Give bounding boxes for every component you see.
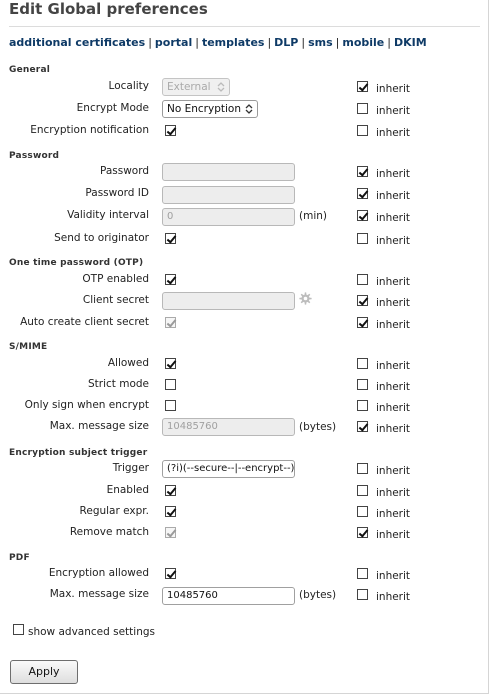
pdf-max-message-size-inherit-checkbox[interactable] xyxy=(357,589,368,600)
pdf-max-message-size-input[interactable]: 10485760 xyxy=(162,587,295,605)
trigger-label: Trigger xyxy=(112,462,149,474)
encrypt-mode-select[interactable] xyxy=(162,100,258,118)
password-id-label: Password ID xyxy=(85,187,149,199)
otp-enabled-inherit-checkbox[interactable] xyxy=(357,274,368,285)
regular-expr-inherit-label: inherit xyxy=(376,508,411,520)
nav-separator: | xyxy=(195,36,199,49)
smime-allowed-label: Allowed xyxy=(107,357,149,369)
validity-interval-inherit-checkbox[interactable] xyxy=(357,210,368,221)
nav-separator: | xyxy=(301,36,306,49)
password-inherit-checkbox[interactable] xyxy=(357,166,368,177)
otp-enabled-label: OTP enabled xyxy=(82,273,149,285)
pdf-encryption-allowed-checkbox[interactable] xyxy=(165,568,176,579)
nav-link-templates[interactable]: templates xyxy=(201,36,265,49)
nav-links xyxy=(9,36,427,49)
validity-interval-label: Validity interval xyxy=(67,209,149,221)
nav-link-portal[interactable]: portal xyxy=(154,36,193,49)
encryption-notification-checkbox[interactable] xyxy=(165,125,176,136)
send-to-originator-inherit-checkbox[interactable] xyxy=(357,233,368,244)
select-arrows-icon xyxy=(217,81,225,93)
nav-separator: | xyxy=(387,36,391,49)
send-to-originator-checkbox[interactable] xyxy=(165,233,176,244)
pdf-max-message-size-unit: (bytes) xyxy=(299,589,337,601)
nav-link-dkim[interactable]: DKIM xyxy=(394,36,427,49)
trigger-input[interactable]: (?i)(--secure--|--encrypt--) xyxy=(162,460,295,478)
nav-link-additional-certificates[interactable]: additional certificates xyxy=(9,36,146,49)
encrypt-mode-inherit-label: inherit xyxy=(376,105,411,117)
nav-link-dlp[interactable]: DLP xyxy=(274,36,299,49)
trigger-inherit-checkbox[interactable] xyxy=(357,463,368,474)
strict-mode-inherit-checkbox[interactable] xyxy=(357,379,368,390)
show-advanced-settings-checkbox[interactable] xyxy=(13,624,24,635)
password-id-inherit-checkbox[interactable] xyxy=(357,188,368,199)
regular-expr-checkbox[interactable] xyxy=(165,506,176,517)
auto-create-client-secret-inherit-label: inherit xyxy=(376,319,411,331)
encrypt-mode-inherit-checkbox[interactable] xyxy=(357,103,368,114)
page-title: Edit Global preferences xyxy=(9,0,208,18)
password-inherit-label: inherit xyxy=(376,168,411,180)
regular-expr-inherit-checkbox[interactable] xyxy=(357,506,368,517)
trigger-enabled-checkbox[interactable] xyxy=(165,485,176,496)
locality-inherit-checkbox[interactable] xyxy=(357,81,368,92)
smime-max-message-size-label: Max. message size xyxy=(49,420,149,432)
send-to-originator-label: Send to originator xyxy=(54,232,149,244)
section-heading-password: Password xyxy=(9,151,60,161)
nav-separator: | xyxy=(267,36,272,49)
remove-match-inherit-checkbox[interactable] xyxy=(357,527,368,538)
smime-allowed-checkbox[interactable] xyxy=(165,358,176,369)
smime-max-message-size-unit: (bytes) xyxy=(299,421,337,433)
pdf-max-message-size-inherit-label: inherit xyxy=(376,591,411,603)
pdf-max-message-size-label: Max. message size xyxy=(49,588,149,600)
validity-interval-unit: (min) xyxy=(299,210,327,222)
smime-max-message-size-inherit-checkbox[interactable] xyxy=(357,421,368,432)
auto-create-client-secret-checkbox xyxy=(165,317,176,328)
strict-mode-checkbox[interactable] xyxy=(165,379,176,390)
strict-mode-label: Strict mode xyxy=(87,378,149,390)
password-label: Password xyxy=(99,165,149,177)
password-input xyxy=(162,163,295,181)
smime-allowed-inherit-checkbox[interactable] xyxy=(357,358,368,369)
client-secret-input xyxy=(162,292,295,310)
auto-create-client-secret-inherit-checkbox[interactable] xyxy=(357,317,368,328)
section-heading-general: General xyxy=(9,65,50,75)
trigger-enabled-inherit-label: inherit xyxy=(376,487,411,499)
encryption-notification-inherit-label: inherit xyxy=(376,127,411,139)
auto-create-client-secret-label: Auto create client secret xyxy=(20,316,149,328)
gear-icon[interactable] xyxy=(299,292,312,305)
pdf-encryption-allowed-inherit-checkbox[interactable] xyxy=(357,568,368,579)
password-id-inherit-label: inherit xyxy=(376,190,411,202)
otp-enabled-inherit-label: inherit xyxy=(376,276,411,288)
validity-interval-inherit-label: inherit xyxy=(376,212,411,224)
nav-link-sms[interactable]: sms xyxy=(308,36,333,49)
password-id-input xyxy=(162,186,295,204)
validity-interval-input: 0 xyxy=(162,208,295,226)
pdf-encryption-allowed-label: Encryption allowed xyxy=(48,567,149,579)
locality-inherit-label: inherit xyxy=(376,83,411,95)
select-arrows-icon xyxy=(245,103,253,115)
only-sign-when-encrypt-inherit-checkbox[interactable] xyxy=(357,400,368,411)
apply-button[interactable]: Apply xyxy=(10,660,78,684)
encryption-notification-inherit-checkbox[interactable] xyxy=(357,125,368,136)
smime-allowed-inherit-label: inherit xyxy=(376,360,411,372)
locality-label: Locality xyxy=(108,80,149,92)
locality-select xyxy=(162,78,230,96)
trigger-inherit-label: inherit xyxy=(376,465,411,477)
otp-enabled-checkbox[interactable] xyxy=(165,274,176,285)
remove-match-checkbox xyxy=(165,527,176,538)
encrypt-mode-select-value: No Encryption xyxy=(167,103,241,115)
strict-mode-inherit-label: inherit xyxy=(376,381,411,393)
client-secret-inherit-label: inherit xyxy=(376,297,411,309)
section-heading-pdf: PDF xyxy=(9,553,30,563)
only-sign-when-encrypt-inherit-label: inherit xyxy=(376,402,411,414)
encrypt-mode-label: Encrypt Mode xyxy=(76,102,149,114)
trigger-enabled-label: Enabled xyxy=(106,484,149,496)
client-secret-inherit-checkbox[interactable] xyxy=(357,295,368,306)
section-heading-subject-trigger: Encryption subject trigger xyxy=(9,448,148,458)
smime-max-message-size-inherit-label: inherit xyxy=(376,423,411,435)
send-to-originator-inherit-label: inherit xyxy=(376,235,411,247)
section-heading-smime: S/MIME xyxy=(9,342,48,352)
smime-max-message-size-input: 10485760 xyxy=(162,418,295,436)
nav-separator: | xyxy=(148,36,152,49)
encryption-notification-label: Encryption notification xyxy=(30,124,149,136)
only-sign-when-encrypt-label: Only sign when encrypt xyxy=(24,399,149,411)
regular-expr-label: Regular expr. xyxy=(79,505,149,517)
section-heading-otp: One time password (OTP) xyxy=(9,258,144,268)
remove-match-label: Remove match xyxy=(69,526,149,538)
only-sign-when-encrypt-checkbox[interactable] xyxy=(165,400,176,411)
trigger-enabled-inherit-checkbox[interactable] xyxy=(357,485,368,496)
remove-match-inherit-label: inherit xyxy=(376,529,411,541)
client-secret-label: Client secret xyxy=(82,294,149,306)
nav-link-mobile[interactable]: mobile xyxy=(342,36,385,49)
locality-select-value: External xyxy=(167,81,211,93)
title-divider xyxy=(9,26,480,27)
show-advanced-settings-label: show advanced settings xyxy=(28,626,155,638)
nav-separator: | xyxy=(335,36,340,49)
pdf-encryption-allowed-inherit-label: inherit xyxy=(376,570,411,582)
